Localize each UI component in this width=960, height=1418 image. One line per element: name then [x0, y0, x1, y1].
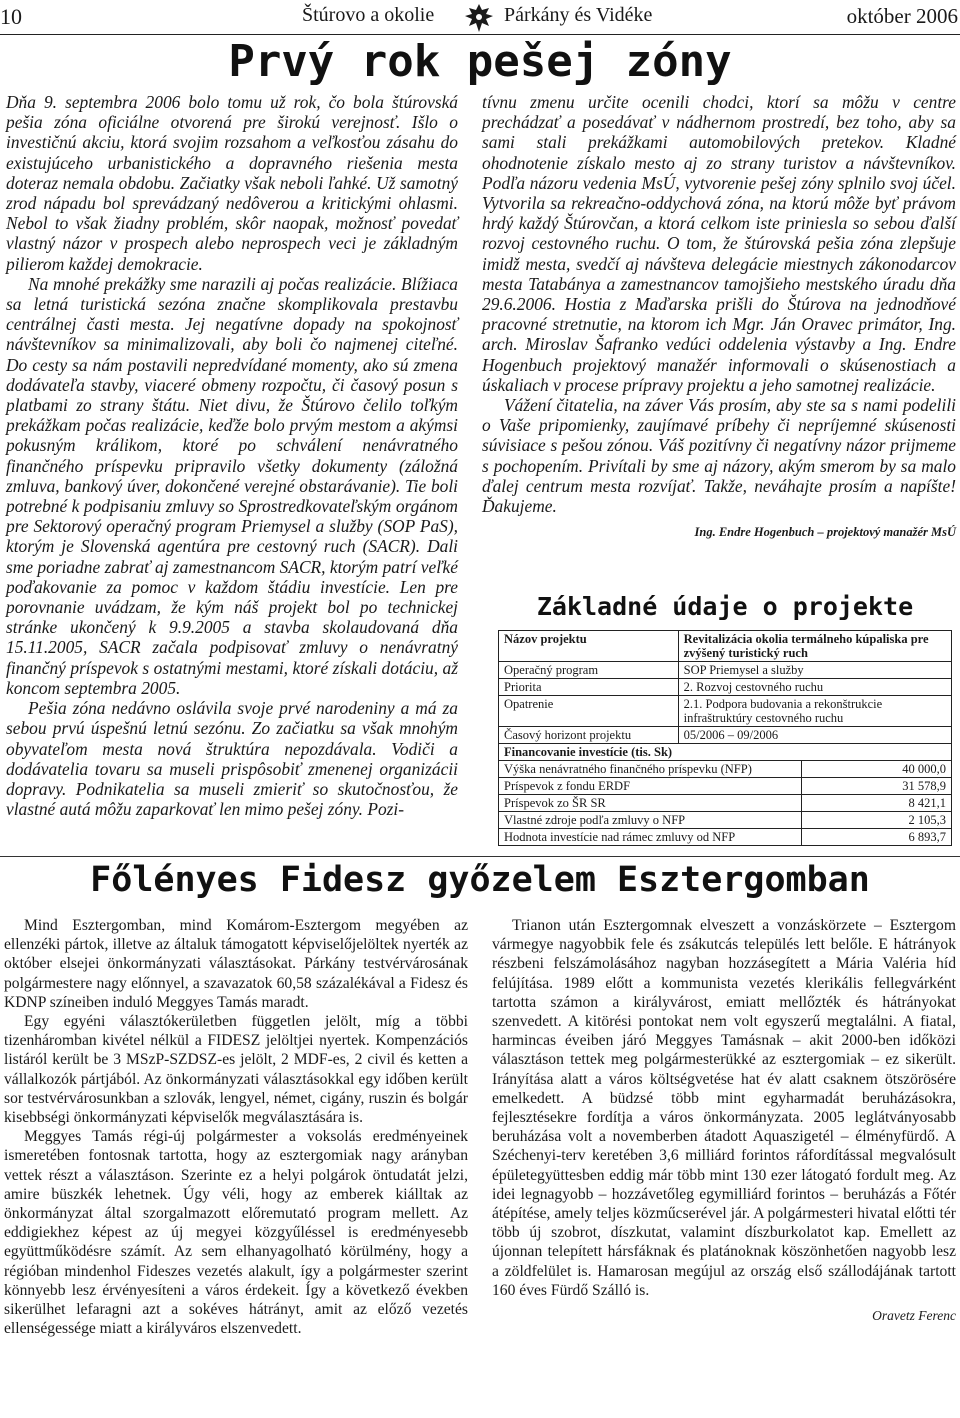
article-paragraph: Mind Esztergomban, mind Komárom-Esztergom megyében az ellenzéki pártok, illetve az általuk támogatott képviselőjelöltek nyerték az október elsejei önkormányzati választásokat. Párkány testvérvárosának polgármestere nagy előnnyel, a szavazatok 60,58 százalékával a Fidesz és KDNP színeiben induló Meggyes Tamás maradt. [4, 917, 468, 1011]
table-row [499, 631, 952, 662]
article-signature-slovak: Ing. Endre Hogenbuch – projektový manažér MsÚ [694, 525, 956, 540]
table-row [499, 662, 952, 679]
table-row [499, 778, 952, 795]
heraldic-emblem-icon [462, 2, 496, 34]
info-box-title: Základné údaje o projekte [536, 592, 914, 621]
article-headline-hungarian: Főlényes Fidesz győzelem Esztergomban [90, 860, 870, 900]
article-paragraph: Trianon után Esztergomnak elveszett a vonzáskörzete – Esztergom vármegye nagyobbik fele és zsákutcás település lett belőle. E hátrányok részbeni felszámolásához nagyban hozzásegített a Mária Valéria híd felújítása. 1989 előtt a kommunista vezetés klerikális fellegvárként tartotta számon a királyvárost, emiatt mellőzték és hátrányokat szenvedett. A kitörési pontokat nem volt egyszerű megtalálni. A fiatal, harmincas éveiben járó Meggyes Tamásnak – akit 2000-ben időközi választáson tettek meg polgármesterükké az esztergomiak – ez sikerült. Irányítása alatt a város költségvetése hat év alatt csaknem ötszörösére emelkedett. A büdzsé több mint egyharmadát beruházásokra, fejlesztésekre fordítja a város önkormányzata. 2005 leglátványosabb beruházása volt a novemberben átadott Aquaszigetél – élményfürdő. A Széchenyi-terv keretében 3,6 milliárd forintos ráfordítással megvalósult épületegyüttesben eddig már több mint 130 ezer látogató fordult meg. Az idei legnagyobb – hozzávetőleg egymilliárd forintos – beruházás a Főtér átépítése, amely teljes közműcserével jár. A polgármesteri hivatal előtti tér több új szobrot, díszkutat, valamint díszburkolatot kap. Emellett az újonnan telepített hársfáknak és platánoknak köszönhetően nagyobb lesz a zöldfelület is. Hamarosan megújul az ország első szállodájának tartott 160 éves Fürdő Szálló is. [492, 917, 956, 1299]
issue-date: október 2006 [846, 4, 958, 28]
project-info-table [498, 630, 952, 846]
section-divider [0, 856, 960, 857]
article-paragraph: Dňa 9. septembra 2006 bolo tomu už rok, čo bola štúrovská pešia zóna oficiálne otvorená pre širokú verejnosť. Išlo o investičnú akciu, ktorá svojim rozsahom a veľkosťou zásahu do existujúceho urbanistického a dopravného riešenia mesta doteraz nemala obdobu. Začiatky však neboli ľahké. Už samotný zrod nápadu bol sprevádzaný nedôverou a kritickými ohlasmi. Nebol to však žiadny problém, skôr naopak, možnosť povedať vlastný názor v prospech alebo neprospech veci je základným pilierom každej demokracie. [6, 92, 458, 274]
table-value: SOP Priemysel a služby [678, 662, 951, 679]
header-divider [0, 34, 960, 35]
table-label: Opatrenie [499, 696, 679, 727]
table-value: 2.1. Podpora budovania a rekonštrukcie infraštruktúry cestovného ruchu [678, 696, 951, 727]
table-value: 40 000,0 [802, 761, 952, 778]
table-row [499, 795, 952, 812]
article-paragraph: Na mnohé prekážky sme narazili aj počas realizácie. Blížiaca sa letná turistická sezóna značne skomplikovala prestavbu centrálnej časti mesta. Jej negatívne dopady na spokojnosť návštevníkov sa minimalizovali, aby boli čo najmenej citeľné. Do cesty sa nám postavili nepredvídané momenty, ako sú zmena dodávateľa stavby, viaceré obmeny rozpočtu, či časový posun s platbami zo strany štátu. Niet divu, že Štúrovo čelilo toľkým prekážkam počas realizácie, keďže bolo prvým mestom a akýmsi pokusným králikom, ktoré po schválení nenávratného finančného príspevku pripravilo všetky dokumenty (záložná zmluva, bankový úver, dokončené verejné obstarávanie). Tie boli potrebné k podpisaniu zmluvy so Sprostredkovateľským orgánom pre Sektorový operačný program Priemysel a služby (SOP PaS), ktorým je Slovenská agentúra pre cestovný ruch (SACR). Dali sme poriadne zabrať aj zamestnancom SACR, ktorým patrí veľké poďakovanie za pomoc v každom štádiu investície. Len pre porovnanie uvádzam, že kým náš projekt bol po technickej stránke ukončený k 9.9.2005 a stavba skolaudovaná dňa 15.11.2005, SACR začala podpisovať zmluvy o nenávratný finančný príspevok s ostatnými mestami, ktoré získali dotáciu, až koncom septembra 2005. [6, 273, 458, 698]
finance-heading: Financovanie investície (tis. Sk) [499, 744, 952, 761]
table-row [499, 696, 952, 727]
article-paragraph: tívnu zmenu určite ocenili chodci, ktorí sa môžu v centre prechádzať a posedávať v nádhernom prostredí, bez toho, aby sa sami stali prekážkami automobilových pretekov. Kladné ohodnotenie získalo mesto aj zo strany turistov a návštevníkov. Podľa názoru vedenia MsÚ, vytvorenie pešej zóny splnilo svoj účel. Vytvorila sa rekreačno-oddychová zóna, na ktorú môže byť právom hrdý každý Štúrovčan, a ktorá celkom iste priniesla so sebou ďalší rozvoj cestovného ruchu. O tom, že štúrovská pešia zóna zlepšuje imidž mesta, svedčí aj návšteva delegácie miestnych zákonodarcov mesta Tatabánya a zamestnancov tamojšieho mestského úradu dňa 29.6.2006. Hostia z Maďarska prišli do Štúrova na jednodňové pracovné stretnutie, na ktorom ich Mgr. Ján Oravec primátor, Ing. arch. Miroslav Šafranko vedúci oddelenia výstavby a Ing. Endre Hogenbuch projektový manažér informovali o skúsenostiach a úskaliach v procese prípravy projektu a jeho samotnej realizácie. [482, 92, 956, 395]
table-label: Výška nenávratného finančného príspevku (NFP) [499, 761, 802, 778]
article-hungarian-column-right [492, 916, 956, 1325]
table-value: 2 105,3 [802, 812, 952, 829]
table-row [499, 679, 952, 696]
table-row [499, 761, 952, 778]
article-paragraph: Meggyes Tamás régi-új polgármester a voksolás eredményeinek ismeretében fontosnak tartotta, hogy az esztergomiak nagy arányban vettek részt a választáson. Szerinte ez a helyi polgárok öntudatát jelzi, amire büszkék lehetnek. Úgy véli, hogy az emberek kiálltak az önkormányzat által szorgalmazott előremutató program mellett. Az eddigiekhez képest az új megyei közgyűléssel is eredményesebb együttműködésre számít. Az sem elhanyagolható körülmény, hogy a régióban mindenhol Fideszes vezetés alakult, így a polgármester szerint könnyebb lesz érvényesíteni a város érdekeit. Így a következő években sikerülhet lefaragni azt a sokéves hátrányt, amit az előző vezetés ellenségessége miatt a királyváros elszenvedett. [4, 1128, 468, 1338]
table-value: 6 893,7 [802, 829, 952, 846]
table-value: 8 421,1 [802, 795, 952, 812]
table-row [499, 744, 952, 761]
table-label: Príspevok zo ŠR SR [499, 795, 802, 812]
article-slovak-column-right [482, 92, 956, 542]
newspaper-name-slovak: Štúrovo a okolie [302, 4, 435, 26]
article-paragraph: Egy egyéni választókerületben független jelölt, míg a többi tizenháromban kivétel nélkül a FIDESZ jelöltjei nyertek. Kompenzációs listáról került be 3 MSzP-SZDSZ-es jelölt, 2 MDF-es, 2 civil és ketten a vállalkozók pártjából. Az önkormányzati választásokkal egy időben került sor testvérvárosunkban a szlovák, lengyel, német, cigány, ruszin és bolgár kisebbségi önkormányzati képviselők megválasztására is. [4, 1013, 468, 1127]
table-row [499, 812, 952, 829]
table-label: Operačný program [499, 662, 679, 679]
newspaper-name-hungarian: Párkány és Vidéke [504, 4, 653, 26]
table-label: Časový horizont projektu [499, 727, 679, 744]
table-value: 05/2006 – 09/2006 [678, 727, 951, 744]
page-number: 10 [0, 4, 22, 29]
table-row [499, 727, 952, 744]
table-value: 2. Rozvoj cestovného ruchu [678, 679, 951, 696]
table-label: Priorita [499, 679, 679, 696]
table-label: Názov projektu [499, 631, 679, 662]
article-hungarian-column-left [4, 916, 468, 1338]
article-signature-hungarian: Oravetz Ferenc [872, 1308, 956, 1324]
table-label: Vlastné zdroje podľa zmluvy o NFP [499, 812, 802, 829]
table-label: Hodnota investície nad rámec zmluvy od NFP [499, 829, 802, 846]
table-value: Revitalizácia okolia termálneho kúpaliska pre zvýšený turistický ruch [678, 631, 951, 662]
table-label: Príspevok z fondu ERDF [499, 778, 802, 795]
article-paragraph: Vážení čitatelia, na záver Vás prosím, aby ste sa s nami podelili o Vaše pripomienky, zaujímavé príbehy či nepríjemné skúsenosti súvisiace s pešou zónou. Váš pozitívny či negatívny názor prijmeme s pochopením. Privítali by sme aj názory, akým smerom by sa malo ďalej centrum mesta rozvíjať. Takže, neváhajte prosím a napíšte! Ďakujeme. [482, 395, 956, 517]
page-header [0, 0, 960, 36]
article-slovak-column-left [6, 92, 458, 819]
article-paragraph: Pešia zóna nedávno oslávila svoje prvé narodeniny a má za sebou prvú úspešnú letnú sezónu. Zo začiatku sa však mnohým obyvateľom mesta nová štruktúra nepozdávala. Vodiči a dodávatelia tovaru sa museli prispôsobiť zmenenej organizácii dopravy. Podnikatelia sa museli zmieriť so skutočnosťou, že vlastné autá môžu zaparkovať len mimo pešej zóny. Pozi- [6, 698, 458, 820]
article-headline-slovak: Prvý rok pešej zóny [228, 36, 732, 87]
table-value: 31 578,9 [802, 778, 952, 795]
table-row [499, 829, 952, 846]
